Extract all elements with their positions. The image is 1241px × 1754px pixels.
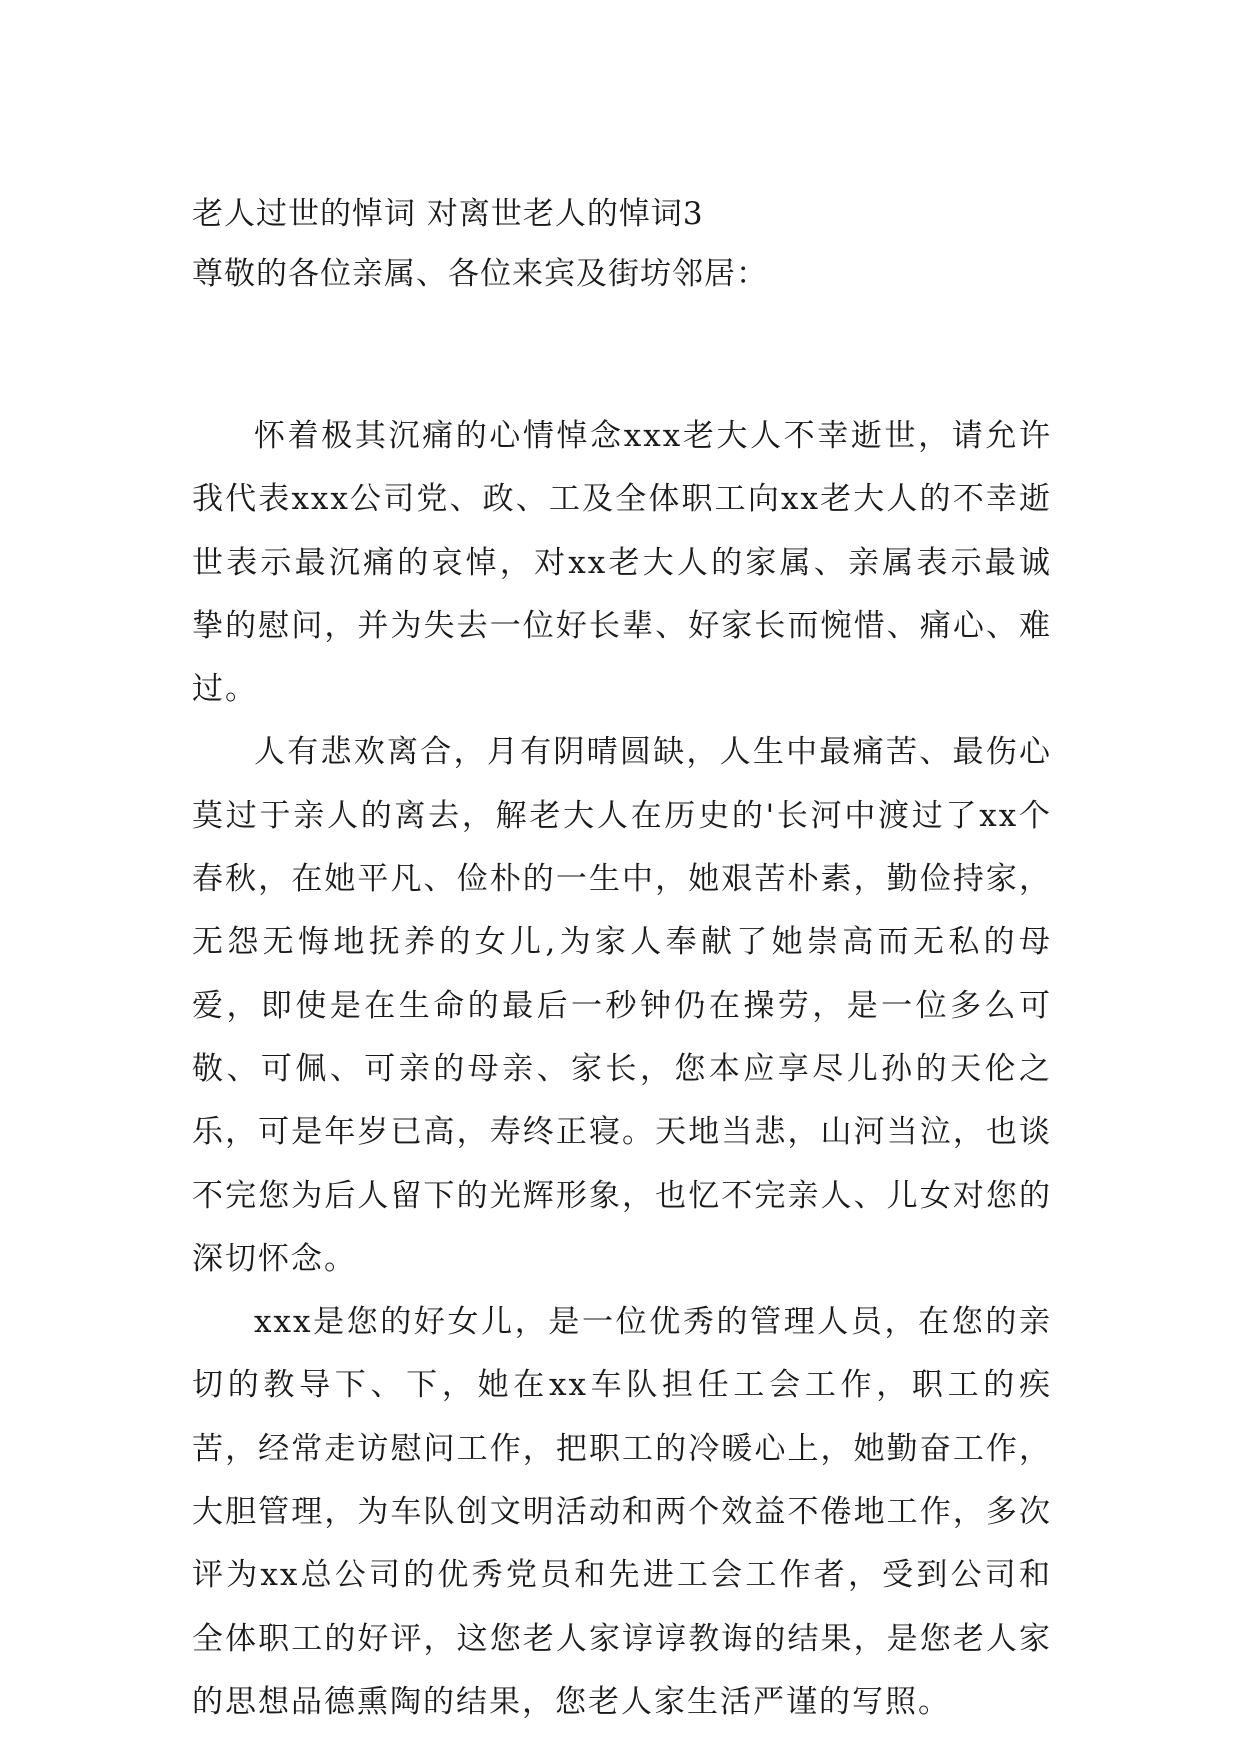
salutation: 尊敬的各位亲属、各位来宾及街坊邻居：: [192, 256, 768, 292]
paragraph-condolence: 怀着极其沉痛的心情悼念xxx老大人不幸逝世，请允许我代表xxx公司党、政、工及全体职工向xx老大人的不幸逝世表示最沉痛的哀悼，对xx老大人的家属、亲属表示最诚挚的慰问，并为失去一位好长辈、好家长而惋惜、痛心、难过。: [192, 418, 1052, 708]
paragraph-remembrance: 人有悲欢离合，月有阴晴圆缺，人生中最痛苦、最伤心莫过于亲人的离去，解老大人在历史的'长河中渡过了xx个春秋，在她平凡、俭朴的一生中，她艰苦朴素，勤俭持家，无怨无悔地抚养的女儿,为家人奉献了她崇高而无私的母爱，即使是在生命的最后一秒钟仍在操劳，是一位多么可敬、可佩、可亲的母亲、家长，您本应享尽儿孙的天伦之乐，可是年岁已高，寿终正寝。天地当悲，山河当泣，也谈不完您为后人留下的光辉形象，也忆不完亲人、儿女对您的深切怀念。: [192, 734, 1052, 1277]
document-body: [192, 405, 1052, 1734]
document-title: 老人过世的悼词 对离世老人的悼词3: [192, 196, 704, 232]
paragraph-daughter: xxx是您的好女儿，是一位优秀的管理人员，在您的亲切的教导下、下，她在xx车队担任工会工作，职工的疾苦，经常走访慰问工作，把职工的冷暖心上，她勤奋工作，大胆管理，为车队创文明活动和两个效益不倦地工作，多次评为xx总公司的优秀党员和先进工会工作者，受到公司和全体职工的好评，这您老人家谆谆教诲的结果，是您老人家的思想品德熏陶的结果，您老人家生活严谨的写照。: [192, 1304, 1052, 1720]
